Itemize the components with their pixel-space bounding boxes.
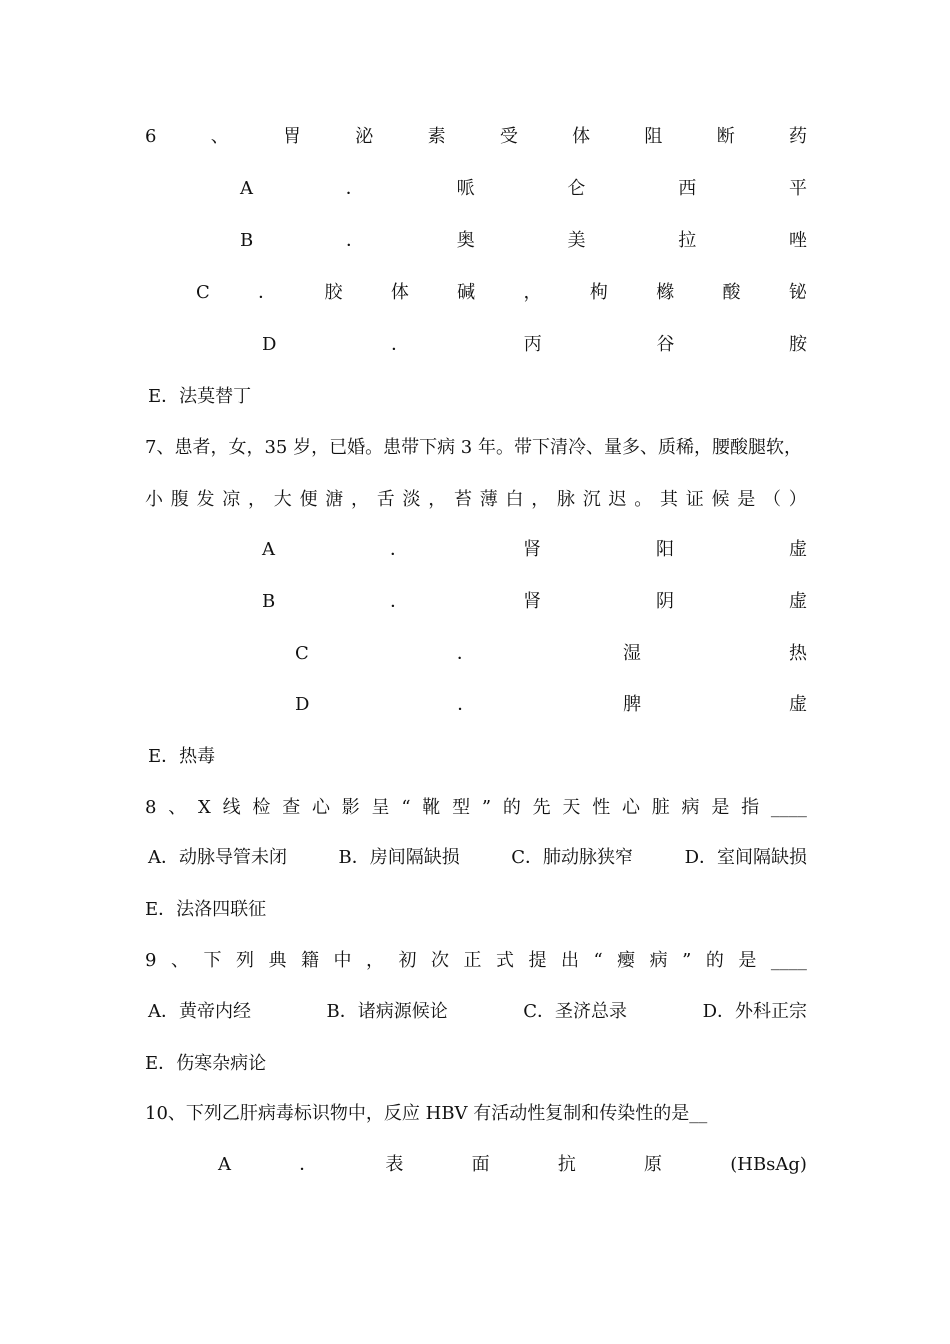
text-token: 病 [681,797,700,818]
text-token: D [262,334,277,355]
text-token: 虚 [788,694,807,715]
text-token: 是 [738,950,757,971]
text-token: ” [682,950,692,971]
question-7-option-e: E．热毒 [148,746,216,767]
text-token: 候 [711,489,730,510]
text-token: 唑 [788,230,807,251]
text-token: 拉 [678,230,697,251]
question-7-option-a [262,535,807,565]
text-token: D．室间隔缺损 [684,847,807,868]
text-token: 小 [145,489,163,510]
text-token: 面 [471,1154,490,1175]
text-token: 正 [463,950,482,971]
text-token: 、 [170,950,189,971]
text-token: 沉 [582,489,601,510]
text-token: 下 [203,950,222,971]
text-token: 泌 [355,126,374,147]
question-6-stem [145,122,807,152]
text-token: 证 [685,489,704,510]
text-token: B [262,591,276,612]
text-token: 呈 [371,797,390,818]
text-token: D [295,694,310,715]
text-token: ， [428,489,447,510]
text-token: 谷 [656,334,675,355]
text-token: 其 [660,489,678,510]
text-token: ， [351,489,369,510]
text-token: 9 [145,950,157,971]
text-token: 大 [273,489,292,510]
text-token: 碱 [457,282,476,303]
text-token: 次 [430,950,449,971]
question-6-option-e: E．法莫替丁 [148,386,252,407]
text-token: 型 [452,797,471,818]
text-token: 平 [788,178,807,199]
text-token: C [295,643,309,664]
text-token: 典 [268,950,287,971]
text-token: 初 [398,950,417,971]
text-token: 性 [592,797,611,818]
text-token: B [240,230,254,251]
text-token: C．肺动脉狭窄 [511,847,634,868]
text-token: 影 [341,797,360,818]
question-6-option-c [196,278,807,308]
text-token: 线 [222,797,241,818]
text-token: 西 [678,178,697,199]
text-token: 。 [634,489,653,510]
text-token: 脏 [651,797,670,818]
text-token: C．圣济总录 [523,1001,628,1022]
text-token: 溏 [325,489,344,510]
text-token: ． [457,694,476,715]
text-token: 苔 [454,489,472,510]
text-token: X [198,797,211,818]
text-token: 体 [572,126,591,147]
text-token: C [196,282,210,303]
text-token: A [262,539,275,560]
question-8-stem [145,793,807,823]
text-token: 籍 [300,950,319,971]
text-token: 药 [788,126,807,147]
text-token: ” [481,797,492,818]
text-token: B．诸病源候论 [326,1001,448,1022]
text-token: 阴 [656,591,675,612]
question-7-option-b [262,587,807,617]
text-token: 凉 [222,489,241,510]
text-token: ． [345,178,364,199]
text-token: 表 [385,1154,404,1175]
text-token: 原 [644,1154,663,1175]
text-token: 舌 [376,489,395,510]
text-token: 心 [311,797,330,818]
text-token: 、 [168,797,187,818]
text-token: 心 [621,797,640,818]
text-token: ． [345,230,364,251]
text-token: “ [401,797,411,818]
text-token: 胃 [283,126,302,147]
text-token: 脉 [557,489,575,510]
text-token: 阻 [644,126,663,147]
question-6-option-d [262,330,807,360]
text-token: ____ [770,950,807,971]
text-token: 中 [333,950,352,971]
question-7-stem-continued [145,485,807,515]
question-8-option-e: E．法洛四联征 [145,899,267,920]
text-token: 肾 [523,591,542,612]
text-token: 湿 [622,643,641,664]
text-token: （ [763,489,781,510]
text-token: 6 [145,126,157,147]
text-token: ， [365,950,384,971]
text-token: B．房间隔缺损 [338,847,460,868]
text-token: 是 [737,489,756,510]
text-token: ． [390,591,409,612]
text-token: 奥 [456,230,475,251]
text-token: “ [593,950,603,971]
text-token: ， [248,489,266,510]
text-token: 体 [390,282,409,303]
text-token: ． [299,1154,318,1175]
text-token: 断 [716,126,735,147]
text-token: (HBsAg) [730,1154,807,1175]
text-token: 便 [299,489,318,510]
text-token: 指 [741,797,760,818]
text-token: 白 [505,489,524,510]
text-token: ． [390,539,408,560]
text-token: A [218,1154,231,1175]
text-token: ， [531,489,550,510]
text-token: 的 [502,797,521,818]
text-token: 靴 [422,797,441,818]
text-token: 列 [235,950,254,971]
text-token: 淡 [402,489,421,510]
text-token: 、 [210,126,229,147]
text-token: 提 [528,950,547,971]
text-token: 病 [649,950,668,971]
text-token: 阳 [656,539,674,560]
text-token: ， [523,282,542,303]
text-token: 虚 [789,539,807,560]
text-token: 丙 [523,334,542,355]
text-token: 薄 [479,489,498,510]
text-token: 胶 [324,282,343,303]
text-token: 先 [532,797,551,818]
text-token: ） [788,489,807,510]
text-token: 8 [145,797,157,818]
question-10-option-a [218,1150,807,1180]
question-6-option-a [240,174,807,204]
question-7-option-d [295,690,807,720]
question-9-options [148,997,807,1027]
text-token: 热 [788,643,807,664]
text-token: 肾 [523,539,541,560]
text-token: 出 [560,950,579,971]
question-6-option-b [240,226,807,256]
question-10-stem: 10、下列乙肝病毒标识物中，反应 HBV 有活动性复制和传染性的是__ [145,1103,708,1124]
question-9-stem [145,946,807,976]
question-7-stem: 7、患者，女，35 岁，已婚。患带下病 3 年。带下清冷、量多、质稀，腰酸腿软， [145,437,802,458]
text-token: 抗 [557,1154,576,1175]
text-token: A．黄帝内经 [148,1001,251,1022]
text-token: 式 [495,950,514,971]
text-token: 天 [562,797,581,818]
text-token: A．动脉导管未闭 [148,847,287,868]
text-token: 哌 [456,178,475,199]
question-7-option-c [295,639,807,669]
text-token: 酸 [722,282,741,303]
text-token: ． [258,282,277,303]
text-token: 腹 [170,489,189,510]
text-token: 受 [499,126,518,147]
text-token: 枸 [589,282,608,303]
text-token: ． [456,643,475,664]
text-token: 仑 [567,178,586,199]
question-8-options [148,843,807,873]
text-token: ． [391,334,410,355]
text-token: 虚 [788,591,807,612]
text-token: A [240,178,253,199]
text-token: 瘿 [617,950,636,971]
text-token: 美 [567,230,586,251]
text-token: 铋 [788,282,807,303]
text-token: 发 [196,489,215,510]
text-token: 迟 [608,489,627,510]
text-token: 胺 [789,334,807,355]
text-token: 查 [282,797,301,818]
text-token: 的 [705,950,724,971]
text-token: 橼 [656,282,675,303]
text-token: ____ [770,797,807,818]
question-9-option-e: E．伤寒杂病论 [145,1053,267,1074]
text-token: 检 [252,797,271,818]
text-token: 脾 [623,694,642,715]
text-token: 是 [711,797,730,818]
text-token: D．外科正宗 [702,1001,807,1022]
text-token: 素 [427,126,446,147]
